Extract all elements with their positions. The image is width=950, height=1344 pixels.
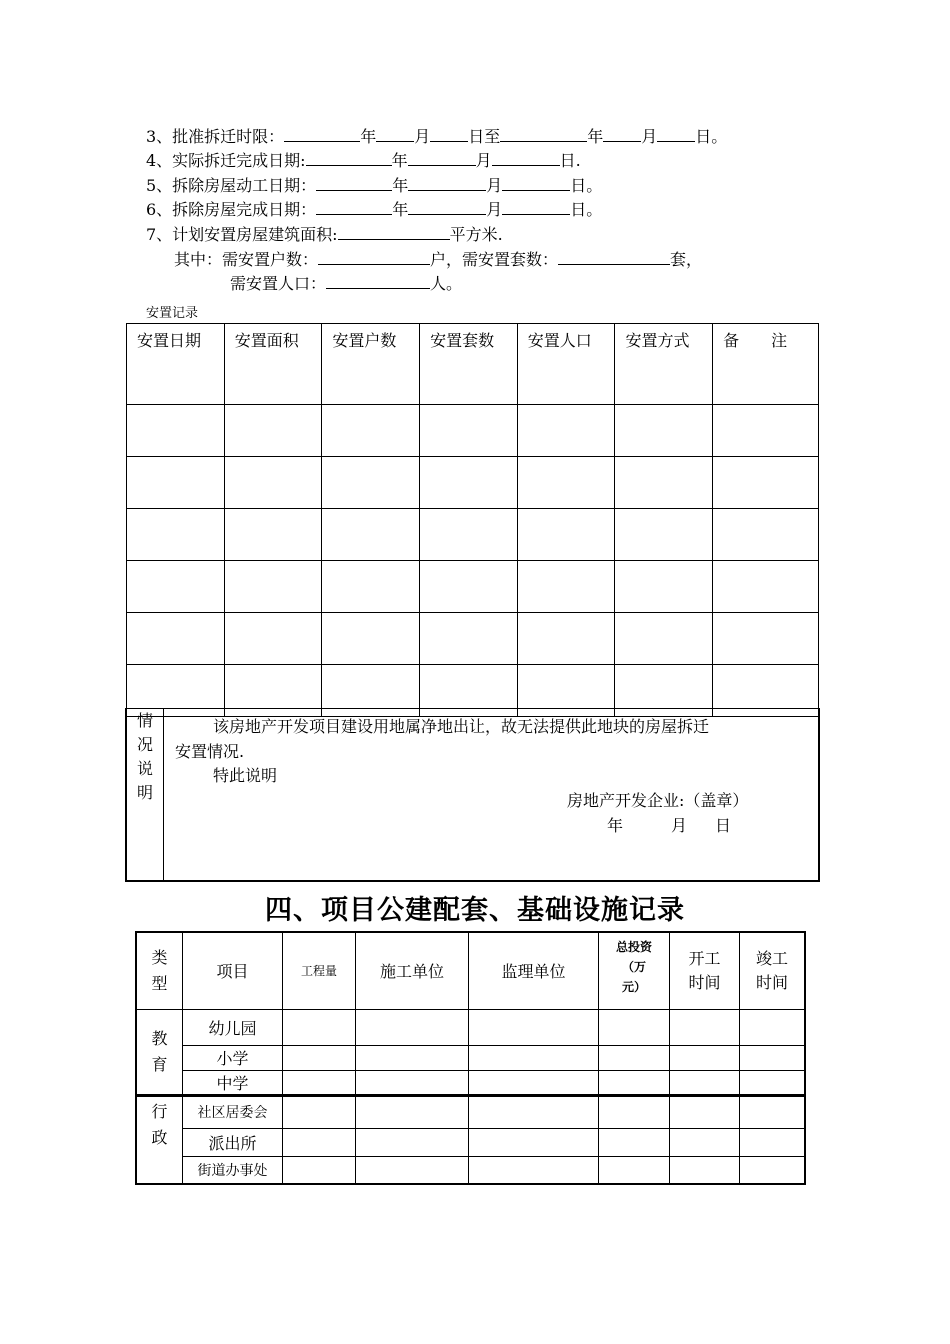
blank: [316, 200, 392, 215]
table-cell[interactable]: [127, 405, 225, 457]
table-cell[interactable]: [599, 1156, 670, 1184]
item-cell: 社区居委会: [183, 1095, 283, 1128]
table-cell[interactable]: [740, 1070, 806, 1095]
table-cell[interactable]: [420, 509, 518, 561]
blank: [558, 250, 670, 265]
table-cell[interactable]: [224, 561, 322, 613]
table-header-row: [127, 324, 819, 405]
header-cell: 备 注: [713, 324, 819, 405]
table-cell[interactable]: [322, 509, 420, 561]
header-cell: 安置户数: [322, 324, 420, 405]
table-cell[interactable]: [283, 1095, 356, 1128]
blank: [408, 200, 486, 215]
table-cell[interactable]: [517, 405, 615, 457]
table-cell[interactable]: [469, 1070, 599, 1095]
blank: [316, 176, 392, 191]
header-builder: 施工单位: [356, 932, 469, 1009]
table-cell[interactable]: [670, 1009, 740, 1045]
table-cell[interactable]: [224, 613, 322, 665]
header-end-time: 竣工 时间: [740, 932, 806, 1009]
table-cell[interactable]: [517, 613, 615, 665]
table-cell[interactable]: [740, 1128, 806, 1156]
table-cell[interactable]: [670, 1156, 740, 1184]
table-cell[interactable]: [469, 1156, 599, 1184]
table-cell[interactable]: [322, 613, 420, 665]
item-cell: 中学: [183, 1070, 283, 1095]
actual-completion-line: 4、实际拆迁完成日期: 年 月 日.: [146, 151, 581, 170]
table-row: [136, 1009, 805, 1045]
note-date: 年 月 日: [607, 816, 732, 835]
table-cell[interactable]: [420, 457, 518, 509]
table-cell[interactable]: [356, 1128, 469, 1156]
table-cell[interactable]: [517, 509, 615, 561]
blank: [318, 250, 430, 265]
table-cell[interactable]: [599, 1045, 670, 1070]
table-cell[interactable]: [469, 1009, 599, 1045]
table-cell[interactable]: [356, 1009, 469, 1045]
table-row: [136, 1095, 805, 1128]
header-cell: 安置方式: [615, 324, 713, 405]
note-body-1: 该房地产开发项目建设用地属净地出让，故无法提供此地块的房屋拆迁: [213, 717, 710, 736]
table-cell[interactable]: [420, 613, 518, 665]
table-cell[interactable]: [670, 1128, 740, 1156]
table-cell[interactable]: [322, 457, 420, 509]
item-cell: 幼儿园: [183, 1009, 283, 1045]
table-cell[interactable]: [420, 561, 518, 613]
header-type: 类 型: [136, 932, 183, 1009]
table-row: [127, 561, 819, 613]
table-cell[interactable]: [599, 1070, 670, 1095]
table-cell[interactable]: [599, 1095, 670, 1128]
table-cell[interactable]: [615, 405, 713, 457]
demolition-start-line: 5、拆除房屋动工日期： 年 月 日。: [146, 176, 603, 195]
table-header-row: [136, 932, 805, 1009]
table-row: [127, 405, 819, 457]
table-cell[interactable]: [740, 1156, 806, 1184]
table-cell[interactable]: [517, 457, 615, 509]
situation-note-box: [125, 708, 820, 882]
table-cell[interactable]: [356, 1095, 469, 1128]
table-cell[interactable]: [356, 1045, 469, 1070]
header-cell: 安置人口: [517, 324, 615, 405]
blank: [326, 274, 430, 289]
table-cell[interactable]: [283, 1009, 356, 1045]
table-cell[interactable]: [713, 613, 819, 665]
header-investment: 总投资 （万 元）: [599, 932, 670, 1009]
table-cell[interactable]: [224, 405, 322, 457]
table-cell[interactable]: [283, 1045, 356, 1070]
table-cell[interactable]: [713, 509, 819, 561]
table-cell[interactable]: [127, 613, 225, 665]
table-row: [136, 1070, 805, 1095]
item-cell: 街道办事处: [183, 1156, 283, 1184]
table-cell[interactable]: [517, 561, 615, 613]
header-supervisor: 监理单位: [469, 932, 599, 1009]
table-cell[interactable]: [127, 561, 225, 613]
blank: [657, 127, 695, 142]
population-line: 需安置人口： 人。: [230, 274, 463, 293]
table-row: [127, 613, 819, 665]
blank: [500, 127, 587, 142]
blank: [338, 225, 450, 240]
header-cell: 安置面积: [224, 324, 322, 405]
header-quantity: 工程量: [283, 932, 356, 1009]
table-cell[interactable]: [713, 561, 819, 613]
group-label-education: 教 育: [136, 1009, 183, 1095]
table-cell[interactable]: [224, 509, 322, 561]
table-cell[interactable]: [469, 1045, 599, 1070]
blank: [408, 151, 476, 166]
table-cell[interactable]: [713, 457, 819, 509]
facility-table: [135, 931, 806, 1185]
table-cell[interactable]: [599, 1009, 670, 1045]
table-cell[interactable]: [615, 457, 713, 509]
blank: [502, 200, 570, 215]
blank: [408, 176, 486, 191]
table-cell[interactable]: [283, 1128, 356, 1156]
blank: [376, 127, 414, 142]
table-cell[interactable]: [356, 1156, 469, 1184]
item-cell: 派出所: [183, 1128, 283, 1156]
blank: [492, 151, 560, 166]
table-cell[interactable]: [322, 405, 420, 457]
households-line: 其中：需安置户数： 户，需安置套数： 套，: [174, 250, 703, 269]
table-row: [136, 1128, 805, 1156]
table-cell[interactable]: [224, 457, 322, 509]
table-row: [136, 1156, 805, 1184]
blank: [502, 176, 570, 191]
table-cell[interactable]: [469, 1128, 599, 1156]
table-cell[interactable]: [740, 1045, 806, 1070]
table-cell[interactable]: [420, 405, 518, 457]
note-side-label: 情 况 说 明: [127, 709, 164, 880]
table-cell[interactable]: [713, 405, 819, 457]
section-title: 四、项目公建配套、基础设施记录: [265, 895, 685, 926]
note-body-3: 特此说明: [213, 766, 278, 785]
note-signature: 房地产开发企业:（盖章）: [567, 791, 749, 810]
table-cell[interactable]: [615, 509, 713, 561]
table-cell[interactable]: [740, 1009, 806, 1045]
approval-period-line: 3、批准拆迁时限： 年 月 日至 年 月 日。: [146, 127, 728, 146]
group-label-administration: 行 政: [136, 1095, 183, 1184]
blank: [306, 151, 392, 166]
table-cell[interactable]: [670, 1070, 740, 1095]
table-cell[interactable]: [127, 509, 225, 561]
table-cell[interactable]: [283, 1156, 356, 1184]
resettle-table: [126, 323, 819, 717]
blank: [430, 127, 468, 142]
table-cell[interactable]: [322, 561, 420, 613]
planned-area-line: 7、计划安置房屋建筑面积: 平方米.: [146, 225, 503, 244]
table-cell[interactable]: [283, 1070, 356, 1095]
header-cell: 安置套数: [420, 324, 518, 405]
table-row: [127, 457, 819, 509]
table-cell[interactable]: [615, 613, 713, 665]
blank: [603, 127, 641, 142]
note-body-2: 安置情况.: [175, 742, 245, 761]
table-cell[interactable]: [670, 1045, 740, 1070]
table-cell[interactable]: [615, 561, 713, 613]
header-start-time: 开工 时间: [670, 932, 740, 1009]
table-cell[interactable]: [356, 1070, 469, 1095]
table-cell[interactable]: [127, 457, 225, 509]
table-row: [136, 1045, 805, 1070]
resettle-caption: 安置记录: [146, 306, 199, 321]
table-cell[interactable]: [670, 1095, 740, 1128]
item-cell: 小学: [183, 1045, 283, 1070]
header-cell: 安置日期: [127, 324, 225, 405]
table-cell[interactable]: [740, 1095, 806, 1128]
header-item: 项目: [183, 932, 283, 1009]
table-cell[interactable]: [469, 1095, 599, 1128]
table-cell[interactable]: [599, 1128, 670, 1156]
demolition-complete-line: 6、拆除房屋完成日期： 年 月 日。: [146, 200, 603, 219]
blank: [284, 127, 360, 142]
table-row: [127, 509, 819, 561]
